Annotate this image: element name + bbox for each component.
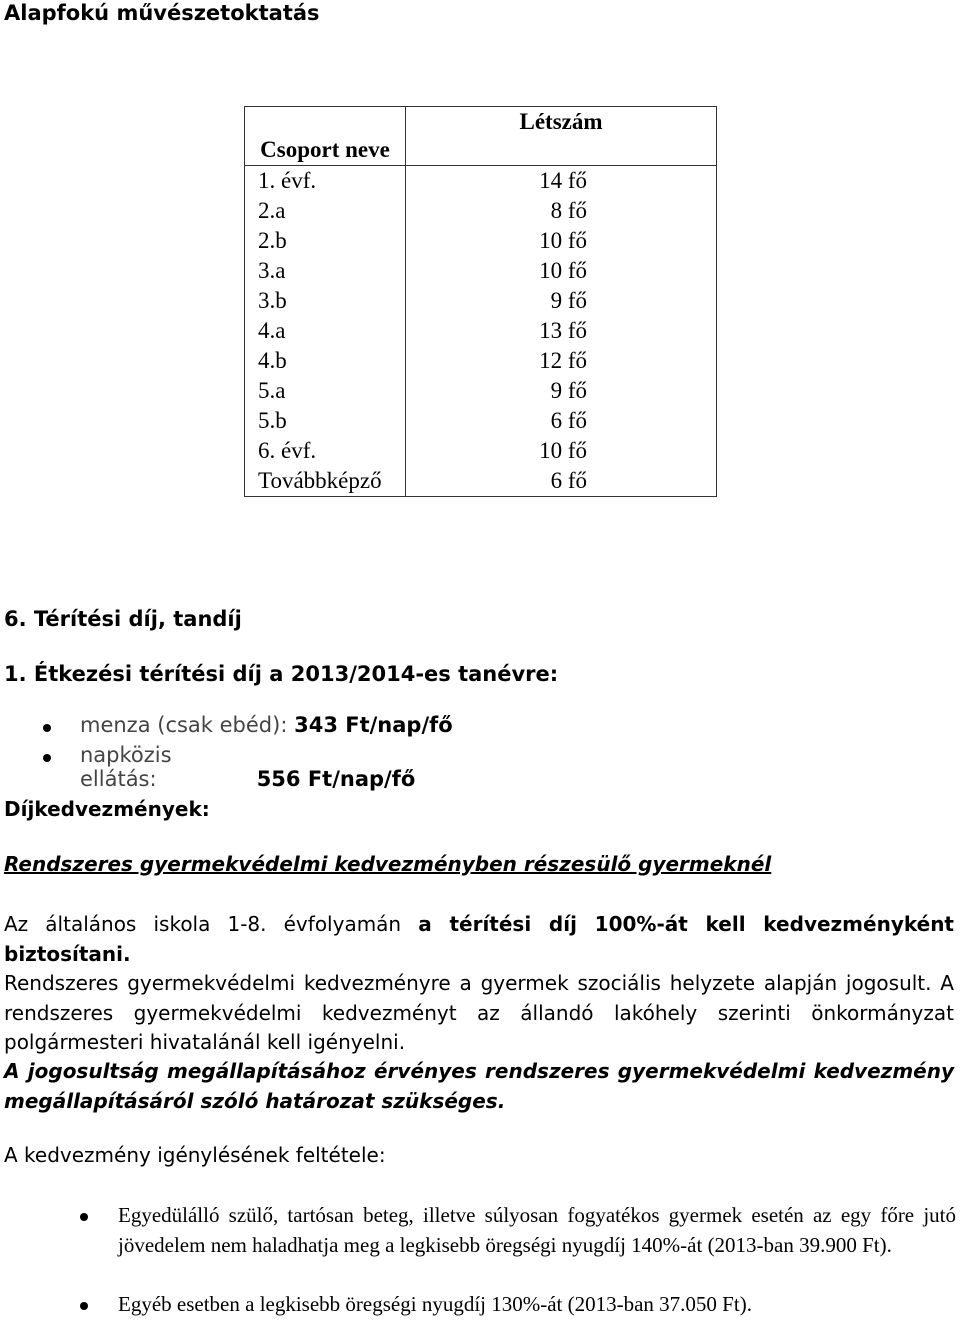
headcount-cell: 13 fő [406, 316, 717, 346]
table-body [245, 166, 717, 497]
fee-label: menza (csak ebéd): [80, 713, 288, 737]
condition-item: Egyedülálló szülő, tartósan beteg, illetve súlyosan fogyatékos gyermek esetén az egy főre jutó jövedelem nem haladhatja meg a legkisebb öregségi nyugdíj 140%-át (2013-ban 39.900 Ft). [118, 1203, 956, 1257]
table-header-row [245, 107, 717, 166]
column-header-group-name: Csoport neve [245, 107, 406, 166]
table-row [245, 196, 717, 226]
group-name-cell: 4.a [245, 316, 406, 346]
headcount-cell: 10 fő [406, 226, 717, 256]
headcount-cell: 14 fő [406, 166, 717, 197]
table-row [245, 286, 717, 316]
bullet-icon [43, 754, 51, 762]
headcount-cell: 9 fő [406, 376, 717, 406]
fee-label: napközis ellátás: [80, 743, 172, 791]
fee-item [80, 713, 453, 737]
fee-item [80, 743, 415, 791]
group-name-cell: 3.b [245, 286, 406, 316]
bullet-icon [80, 1213, 88, 1221]
table-row [245, 166, 717, 197]
paragraph-text: Az általános iskola 1-8. évfolyamán [4, 912, 419, 936]
column-header-headcount: Létszám [406, 107, 717, 166]
bullet-icon [80, 1302, 88, 1310]
table-row [245, 436, 717, 466]
paragraph-entitlement: Rendszeres gyermekvédelmi kedvezményre a gyermek szociális helyzete alapján jogosult. A rendszeres gyermekvédelmi kedvezményt az állandó lakóhely szerinti önkormányzat polgármesteri hivatalánál kell igényelni. [4, 971, 954, 1054]
group-name-cell: 5.a [245, 376, 406, 406]
group-name-cell: 6. évf. [245, 436, 406, 466]
condition-item: Egyéb esetben a legkisebb öregségi nyugdíj 130%-át (2013-ban 37.050 Ft). [118, 1292, 752, 1316]
rgyk-heading: Rendszeres gyermekvédelmi kedvezményben részesülő gyermeknél [4, 852, 772, 876]
headcount-cell: 9 fő [406, 286, 717, 316]
paragraph-eligibility [4, 910, 954, 969]
group-name-cell: 3.a [245, 256, 406, 286]
table-row [245, 466, 717, 497]
page-title: Alapfokú művészetoktatás [4, 1, 320, 25]
table-row [245, 316, 717, 346]
fee-value: 343 Ft/nap/fő [294, 713, 453, 737]
fee-value: 556 Ft/nap/fő [256, 767, 416, 791]
group-name-cell: 4.b [245, 346, 406, 376]
paragraph-requirement: A jogosultság megállapításához érvényes rendszeres gyermekvédelmi kedvezmény megállapításáról szóló határozat szükséges. [4, 1059, 954, 1113]
headcount-cell: 8 fő [406, 196, 717, 226]
group-name-cell: Továbbképző [245, 466, 406, 497]
table-row [245, 226, 717, 256]
headcount-cell: 6 fő [406, 406, 717, 436]
headcount-cell: 10 fő [406, 436, 717, 466]
subsection-title: 1. Étkezési térítési díj a 2013/2014-es tanévre: [4, 662, 559, 686]
conditions-heading: A kedvezmény igénylésének feltétele: [4, 1143, 386, 1167]
bullet-icon [43, 724, 51, 732]
table-row [245, 376, 717, 406]
paragraph-emphasis: a térítési díj 100%-át kell kedvezményként biztosítani. [4, 912, 954, 966]
group-name-cell: 2.b [245, 226, 406, 256]
group-name-cell: 5.b [245, 406, 406, 436]
table-row [245, 406, 717, 436]
table-row [245, 256, 717, 286]
headcount-cell: 10 fő [406, 256, 717, 286]
group-name-cell: 2.a [245, 196, 406, 226]
headcount-cell: 6 fő [406, 466, 717, 497]
table-row [245, 346, 717, 376]
discounts-heading: Díjkedvezmények: [4, 797, 210, 821]
headcount-cell: 12 fő [406, 346, 717, 376]
group-name-cell: 1. évf. [245, 166, 406, 197]
group-table [244, 106, 717, 497]
section-title: 6. Térítési díj, tandíj [4, 607, 242, 631]
